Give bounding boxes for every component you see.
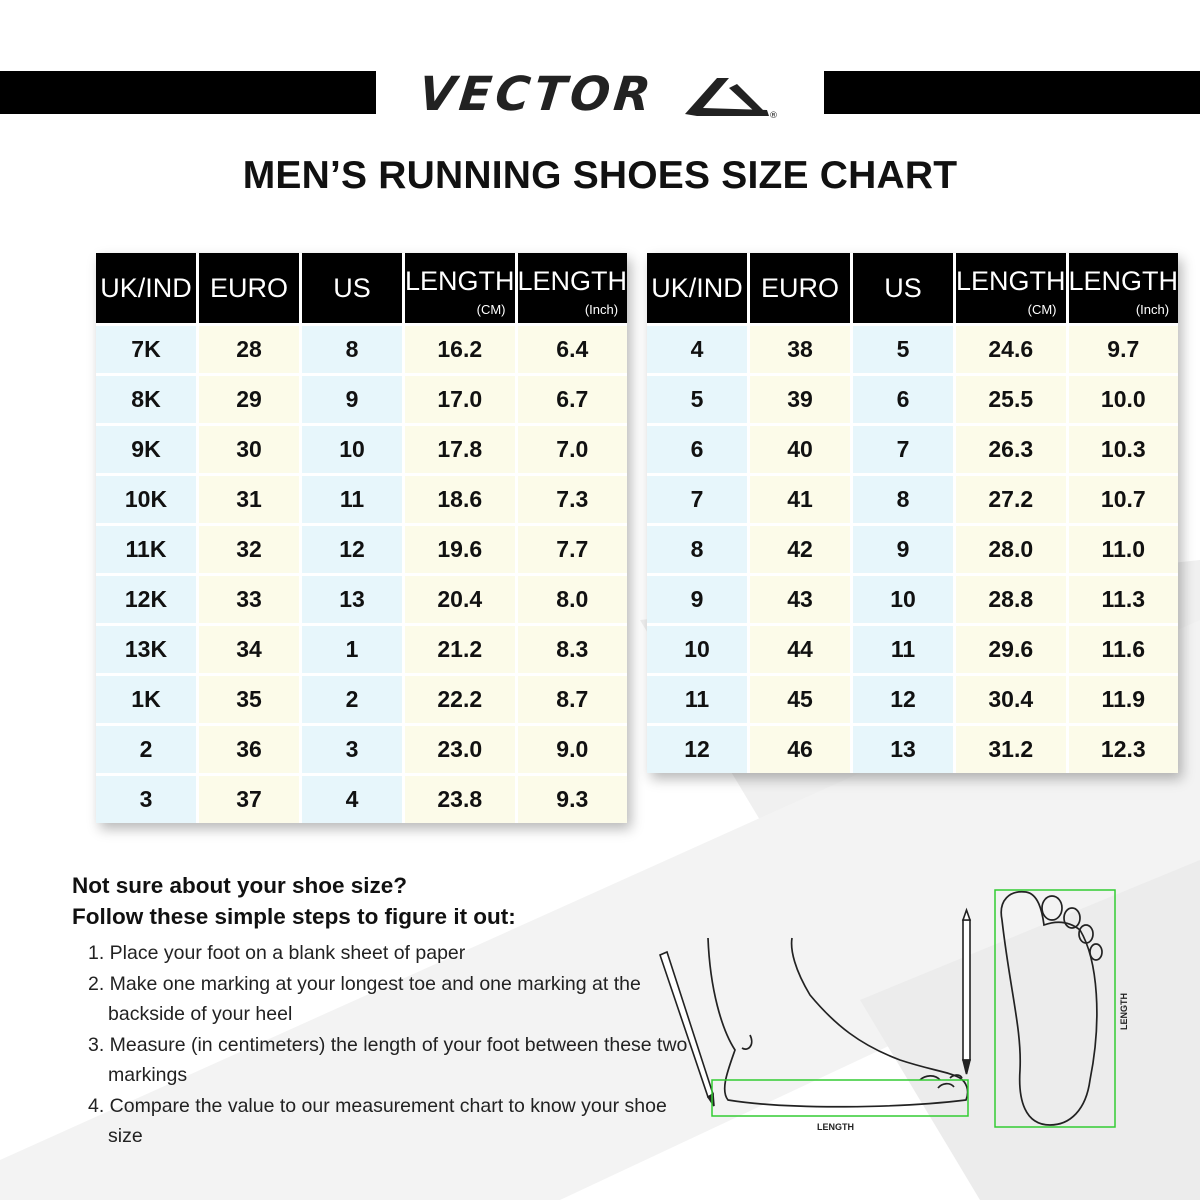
table-cell: 6.7 xyxy=(518,376,628,426)
table-cell: 22.2 xyxy=(405,676,518,726)
table-cell: 7 xyxy=(853,426,956,476)
table-cell: 8 xyxy=(302,326,405,376)
table-body xyxy=(96,326,627,823)
table-cell: 26.3 xyxy=(956,426,1069,476)
table-cell: 9 xyxy=(853,526,956,576)
column-header xyxy=(647,253,750,326)
table-cell: 11K xyxy=(96,526,199,576)
table-cell: 7.0 xyxy=(518,426,628,476)
table-cell: 9.0 xyxy=(518,726,628,776)
table-cell: 6 xyxy=(647,426,750,476)
step-item: 2. Make one marking at your longest toe and one marking at the backside of your heel xyxy=(88,972,641,1025)
table-cell: 8 xyxy=(647,526,750,576)
column-header xyxy=(518,253,628,326)
table-cell: 5 xyxy=(647,376,750,426)
table-row xyxy=(647,626,1178,676)
table-cell: 40 xyxy=(750,426,853,476)
page-title: MEN’S RUNNING SHOES SIZE CHART xyxy=(242,154,958,197)
brand-logo xyxy=(415,66,785,124)
table-cell: 13 xyxy=(853,726,956,773)
table-cell: 31 xyxy=(199,476,302,526)
table-cell: 28.0 xyxy=(956,526,1069,576)
table-row xyxy=(96,376,627,426)
header-bar-right xyxy=(824,71,1200,114)
column-header xyxy=(750,253,853,326)
table-row xyxy=(647,326,1178,376)
foot-icon xyxy=(1001,892,1102,1125)
table-row xyxy=(96,676,627,726)
table-cell: 27.2 xyxy=(956,476,1069,526)
table-cell: 39 xyxy=(750,376,853,426)
table-cell: 42 xyxy=(750,526,853,576)
table-cell: 17.0 xyxy=(405,376,518,426)
table-cell: 30 xyxy=(199,426,302,476)
table-cell: 9 xyxy=(647,576,750,626)
column-header-label: UK/IND xyxy=(651,272,743,303)
table-cell: 8.3 xyxy=(518,626,628,676)
table-row xyxy=(647,676,1178,726)
table-header-row xyxy=(647,253,1178,326)
step-item: 3. Measure (in centimeters) the length of your foot between these two markings xyxy=(88,1033,688,1086)
table-row xyxy=(96,476,627,526)
size-table-right xyxy=(647,253,1178,773)
table-cell: 33 xyxy=(199,576,302,626)
pencil-icon xyxy=(660,952,714,1106)
column-header-label: EURO xyxy=(760,272,839,303)
table-cell: 11 xyxy=(853,626,956,676)
column-header-label: US xyxy=(333,272,371,303)
column-header-unit: (CM) xyxy=(476,302,506,317)
table-row xyxy=(647,576,1178,626)
table-row xyxy=(96,576,627,626)
registered-mark: ® xyxy=(769,111,778,121)
table-cell: 43 xyxy=(750,576,853,626)
table-cell: 2 xyxy=(96,726,199,776)
brand-name: VECTOR xyxy=(416,67,658,122)
table-cell: 46 xyxy=(750,726,853,773)
length-marker-side xyxy=(712,1080,968,1116)
vector-x-logo-mark-icon xyxy=(677,70,777,120)
table-cell: 44 xyxy=(750,626,853,676)
column-header-unit: (CM) xyxy=(1027,302,1057,317)
column-header-unit: (Inch) xyxy=(584,302,619,317)
table-cell: 23.8 xyxy=(405,776,518,823)
table-cell: 8.7 xyxy=(518,676,628,726)
table-cell: 12 xyxy=(853,676,956,726)
column-header xyxy=(199,253,302,326)
table-cell: 8 xyxy=(853,476,956,526)
table-cell: 32 xyxy=(199,526,302,576)
instructions-heading-question: Not sure about your shoe size? xyxy=(72,873,408,898)
table-cell: 12K xyxy=(96,576,199,626)
table-cell: 9K xyxy=(96,426,199,476)
table-cell: 13 xyxy=(302,576,405,626)
step-item: 1. Place your foot on a blank sheet of paper xyxy=(88,942,466,964)
step-item: 4. Compare the value to our measurement chart to know your shoe size xyxy=(88,1094,667,1147)
table-row xyxy=(96,726,627,776)
table-cell: 5 xyxy=(853,326,956,376)
table-row xyxy=(96,776,627,823)
table-cell: 7K xyxy=(96,326,199,376)
table-cell: 8.0 xyxy=(518,576,628,626)
table-cell: 4 xyxy=(647,326,750,376)
pencil-icon xyxy=(963,910,970,1074)
column-header xyxy=(96,253,199,326)
table-row xyxy=(647,726,1178,773)
table-cell: 3 xyxy=(96,776,199,823)
column-header xyxy=(302,253,405,326)
size-table-left xyxy=(96,253,627,823)
table-cell: 11.3 xyxy=(1069,576,1179,626)
column-header xyxy=(405,253,518,326)
table-row xyxy=(96,526,627,576)
table-cell: 35 xyxy=(199,676,302,726)
instructions xyxy=(72,870,692,1152)
table-cell: 19.6 xyxy=(405,526,518,576)
table-cell: 11.9 xyxy=(1069,676,1179,726)
table-cell: 12.3 xyxy=(1069,726,1179,773)
table-cell: 11.0 xyxy=(1069,526,1179,576)
table-cell: 10K xyxy=(96,476,199,526)
table-cell: 29.6 xyxy=(956,626,1069,676)
length-label-side: LENGTH xyxy=(817,1122,854,1132)
table-cell: 10 xyxy=(302,426,405,476)
table-cell: 1K xyxy=(96,676,199,726)
table-row xyxy=(647,426,1178,476)
table-cell: 6 xyxy=(853,376,956,426)
table-cell: 18.6 xyxy=(405,476,518,526)
table-cell: 7.3 xyxy=(518,476,628,526)
table-cell: 2 xyxy=(302,676,405,726)
table-header-row xyxy=(96,253,627,326)
table-cell: 45 xyxy=(750,676,853,726)
table-cell: 9 xyxy=(302,376,405,426)
length-label-top: LENGTH xyxy=(1119,993,1129,1030)
table-cell: 10.3 xyxy=(1069,426,1179,476)
table-cell: 11 xyxy=(647,676,750,726)
table-cell: 10.0 xyxy=(1069,376,1179,426)
table-cell: 37 xyxy=(199,776,302,823)
table-cell: 12 xyxy=(647,726,750,773)
table-cell: 11 xyxy=(302,476,405,526)
column-header-label: EURO xyxy=(209,272,288,303)
table-cell: 9.3 xyxy=(518,776,628,823)
table-cell: 29 xyxy=(199,376,302,426)
foot-icon xyxy=(708,938,968,1107)
column-header-label: LENGTH xyxy=(517,265,628,296)
table-cell: 25.5 xyxy=(956,376,1069,426)
header-bar-left xyxy=(0,71,376,114)
table-cell: 4 xyxy=(302,776,405,823)
table-row xyxy=(96,326,627,376)
table-row xyxy=(647,376,1178,426)
table-cell: 30.4 xyxy=(956,676,1069,726)
foot-measure-illustration xyxy=(650,880,1150,1140)
table-cell: 9.7 xyxy=(1069,326,1179,376)
column-header-label: LENGTH xyxy=(1068,265,1179,296)
instructions-steps xyxy=(88,938,692,1152)
table-cell: 28.8 xyxy=(956,576,1069,626)
table-row xyxy=(96,426,627,476)
column-header-label: LENGTH xyxy=(405,265,515,296)
table-cell: 21.2 xyxy=(405,626,518,676)
column-header xyxy=(1069,253,1179,326)
table-cell: 24.6 xyxy=(956,326,1069,376)
table-cell: 31.2 xyxy=(956,726,1069,773)
table-cell: 8K xyxy=(96,376,199,426)
table-cell: 1 xyxy=(302,626,405,676)
table-row xyxy=(96,626,627,676)
table-cell: 10.7 xyxy=(1069,476,1179,526)
table-row xyxy=(647,526,1178,576)
table-cell: 13K xyxy=(96,626,199,676)
table-cell: 12 xyxy=(302,526,405,576)
table-cell: 36 xyxy=(199,726,302,776)
table-body xyxy=(647,326,1178,773)
column-header xyxy=(853,253,956,326)
table-cell: 7 xyxy=(647,476,750,526)
column-header-label: US xyxy=(884,272,922,303)
column-header xyxy=(956,253,1069,326)
table-cell: 3 xyxy=(302,726,405,776)
column-header-label: LENGTH xyxy=(956,265,1066,296)
table-cell: 16.2 xyxy=(405,326,518,376)
table-cell: 7.7 xyxy=(518,526,628,576)
table-cell: 11.6 xyxy=(1069,626,1179,676)
column-header-label: UK/IND xyxy=(100,272,192,303)
table-cell: 23.0 xyxy=(405,726,518,776)
table-cell: 41 xyxy=(750,476,853,526)
table-cell: 20.4 xyxy=(405,576,518,626)
table-cell: 38 xyxy=(750,326,853,376)
table-cell: 10 xyxy=(647,626,750,676)
table-cell: 34 xyxy=(199,626,302,676)
table-cell: 10 xyxy=(853,576,956,626)
instructions-heading-follow: Follow these simple steps to figure it out: xyxy=(72,904,516,929)
table-row xyxy=(647,476,1178,526)
table-cell: 17.8 xyxy=(405,426,518,476)
table-cell: 6.4 xyxy=(518,326,628,376)
table-cell: 28 xyxy=(199,326,302,376)
column-header-unit: (Inch) xyxy=(1135,302,1170,317)
